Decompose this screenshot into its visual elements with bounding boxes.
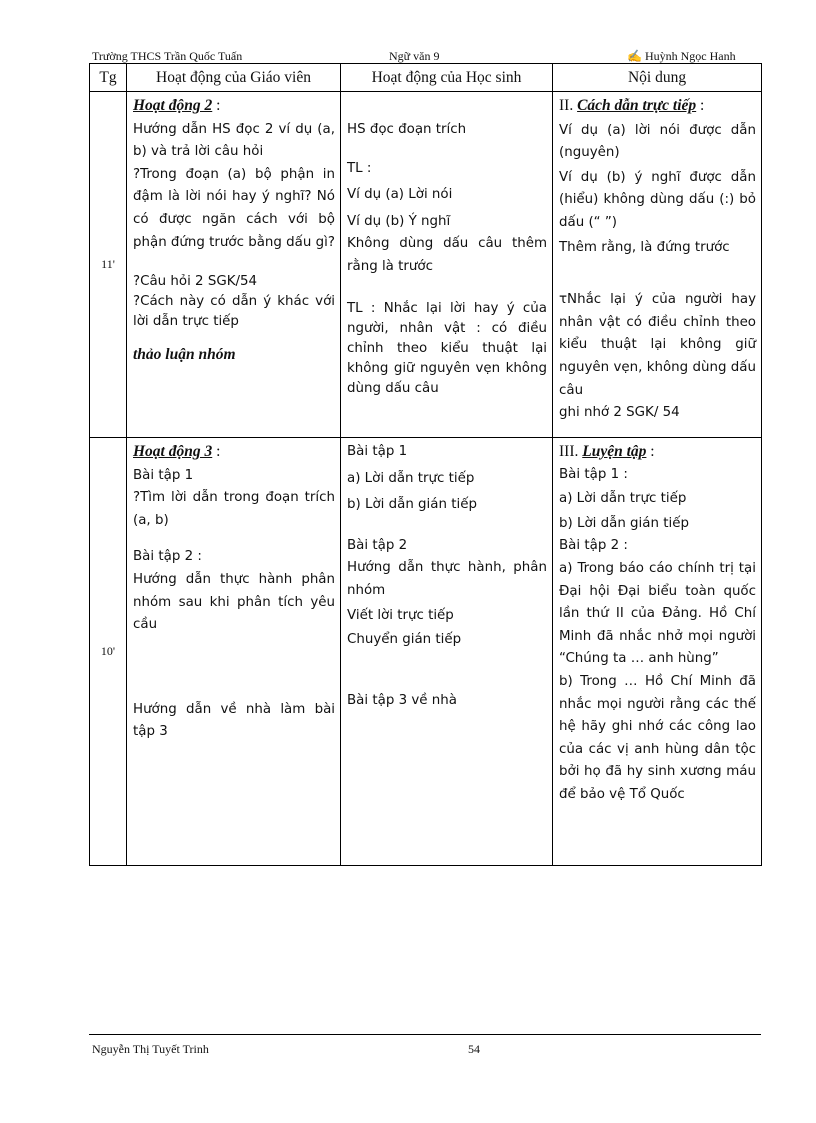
- student-text: TL : Nhắc lại lời hay ý của người, nhân vật : có điều chỉnh theo kiểu thuật lại không giữ nguyên vẹn không dùng dấu câu: [347, 300, 547, 396]
- student-text: Hướng dẫn thực hành, phân nhóm: [347, 560, 547, 598]
- section-title-suffix: :: [696, 97, 705, 114]
- footer-name: Nguyễn Thị Tuyết Trinh: [92, 1042, 209, 1056]
- time-cell: 11': [90, 92, 127, 438]
- column-header-content: Nội dung: [553, 64, 762, 92]
- teacher-text: ?Cách này có dẫn ý khác với lời dẫn trực tiếp: [133, 294, 335, 330]
- teacher-text: ?Câu hỏi 2 SGK/54: [133, 274, 258, 290]
- content-text: ghi nhớ 2 SGK/ 54: [559, 405, 680, 421]
- header-school: Trường THCS Trần Quốc Tuấn: [92, 49, 243, 63]
- student-text: HS đọc đoạn trích: [347, 122, 467, 137]
- student-text: Chuyển gián tiếp: [347, 632, 462, 648]
- time-cell: 10': [90, 438, 127, 866]
- student-text: Viết lời trực tiếp: [347, 607, 454, 623]
- student-text: Bài tập 2: [347, 537, 408, 553]
- content-text: Ví dụ (a) lời nói được dẫn (nguyên): [559, 122, 756, 161]
- column-header-tg: Tg: [90, 64, 127, 92]
- table-header-row: [90, 64, 762, 92]
- student-text: Bài tập 1: [347, 444, 408, 459]
- content-text: a) Lời dẫn trực tiếp: [559, 491, 687, 507]
- activity-title: Hoạt động 2: [133, 97, 213, 114]
- content-text: b) Lời dẫn gián tiếp: [559, 515, 689, 531]
- content-text: Thêm rằng, là đứng trước: [559, 239, 730, 255]
- activity-title-suffix: :: [212, 443, 221, 460]
- teacher-text: Hướng dẫn thực hành phân nhóm sau khi phân tích yêu cầu: [133, 571, 335, 633]
- header-author: ✍ Huỳnh Ngọc Hanh: [627, 49, 736, 63]
- content-text: Ví dụ (b) ý nghĩ được dẫn (hiểu) không dùng dấu (:) bỏ dấu (“ ”): [559, 169, 756, 230]
- column-header-student: Hoạt động của Học sinh: [341, 64, 553, 92]
- teacher-cell: [127, 438, 341, 866]
- page-number: 54: [468, 1042, 480, 1056]
- section-title: Luyện tập: [582, 443, 647, 460]
- content-text: b) Trong … Hồ Chí Minh đã nhắc mọi người rằng các thế hệ hãy ghi nhớ các công lao của các vị anh hùng dân tộc bởi họ đã hy sinh xương máu để bảo vệ Tổ Quốc: [559, 673, 756, 802]
- section-number: III.: [559, 443, 583, 460]
- footer-divider: [89, 1034, 761, 1035]
- teacher-text: ?Tìm lời dẫn trong đoạn trích (a, b): [133, 490, 335, 528]
- column-header-teacher: Hoạt động của Giáo viên: [127, 64, 341, 92]
- activity-title: Hoạt động 3: [133, 443, 213, 460]
- student-cell: [341, 92, 553, 438]
- student-cell: [341, 438, 553, 866]
- teacher-text: thảo luận nhóm: [133, 346, 236, 364]
- content-text: a) Trong báo cáo chính trị tại Đại hội Đại biểu toàn quốc lần thứ II của Đảng. Hồ Chí Minh đã nhắc nhở mọi người “Chúng ta … anh hùng”: [559, 560, 756, 667]
- section-title: Cách dẫn trực tiếp: [577, 97, 697, 114]
- teacher-text: Bài tập 1: [133, 467, 194, 483]
- table-row: [90, 438, 762, 866]
- student-text: Bài tập 3 về nhà: [347, 692, 457, 708]
- student-text: b) Lời dẫn gián tiếp: [347, 497, 477, 513]
- content-text: τNhắc lại ý của người hay nhân vật có điều chỉnh theo kiểu thuật lại không giữ nguyên vẹn, không dùng dấu câu: [559, 292, 756, 398]
- teacher-text: Bài tập 2 :: [133, 549, 202, 565]
- teacher-text: Hướng dẫn HS đọc 2 ví dụ (a, b) và trả lời câu hỏi: [133, 121, 335, 160]
- teacher-text: Hướng dẫn về nhà làm bài tập 3: [133, 701, 335, 740]
- teacher-text: ?Trong đoạn (a) bộ phận in đậm là lời nói hay ý nghĩ? Nó có được ngăn cách với bộ phận đứng trước bằng dấu gì?: [133, 166, 335, 250]
- student-text: Ví dụ (a) Lời nói: [347, 187, 453, 203]
- header-subject: Ngữ văn 9: [389, 49, 440, 63]
- section-number: II.: [559, 97, 578, 114]
- content-text: Bài tập 1 :: [559, 466, 628, 482]
- section-title-suffix: :: [646, 443, 655, 460]
- activity-title-suffix: :: [212, 97, 221, 114]
- content-cell: [553, 92, 762, 438]
- table-row: [90, 92, 762, 438]
- teacher-cell: [127, 92, 341, 438]
- content-cell: [553, 438, 762, 866]
- student-text: Ví dụ (b) Ý nghĩ: [347, 213, 451, 229]
- lesson-table: [89, 63, 762, 866]
- student-text: TL :: [347, 160, 372, 176]
- content-text: Bài tập 2 :: [559, 538, 628, 554]
- student-text: a) Lời dẫn trực tiếp: [347, 470, 475, 486]
- student-text: Không dùng dấu câu thêm rằng là trước: [347, 236, 547, 274]
